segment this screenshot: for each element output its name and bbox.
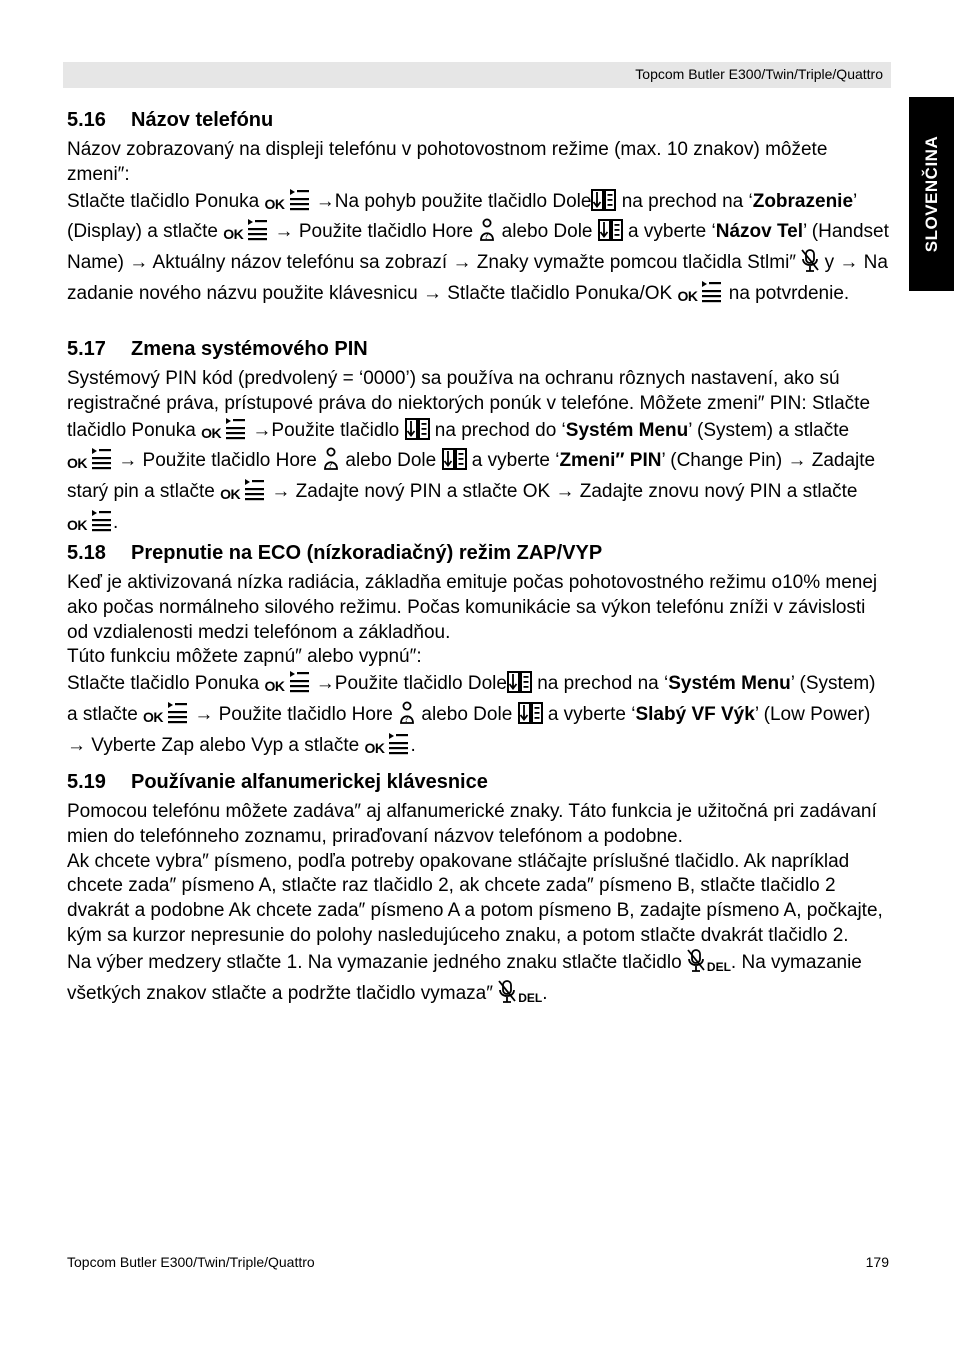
text-run: → Použite tlačidlo Hore xyxy=(113,450,323,472)
text-run: alebo Dole xyxy=(496,221,598,243)
footer-title: Topcom Butler E300/Twin/Triple/Quattro xyxy=(67,1254,315,1270)
down-key-icon xyxy=(591,189,616,219)
section-body xyxy=(67,138,889,311)
paragraph: Keď je aktivizovaná nízka radiácia, základňa emituje počas pohotovostného režimu o10% menej ako počas normálneho silového režimu. Počas komunikácie sa výkon telefónu zníži v závislosti od vzdialenosti medzi telefónom a základňou. xyxy=(67,572,878,643)
ok-menu-icon xyxy=(223,218,269,249)
paragraph: Názov zobrazovaný na displeji telefónu v pohotovostnom režime (max. 10 znakov) môžete zmeni″: xyxy=(67,139,828,185)
section-5-17 xyxy=(67,337,889,540)
text-run: alebo Dole xyxy=(416,703,518,725)
text-run: →Použite tlačidlo xyxy=(247,419,405,441)
bold-term: Zobrazenie xyxy=(752,190,854,212)
paragraph: Pomocou telefónu môžete zadáva″ aj alfanumerické znaky. Táto funkcia je užitočná pri zadávaní mien do telefónneho zoznamu, priraďovaní názvov telefónom a podobne. xyxy=(67,801,877,847)
down-key-icon xyxy=(518,702,543,732)
ok-menu-icon xyxy=(364,732,410,763)
paragraph: Túto funkciu môžete zapnú″ alebo vypnú″: xyxy=(67,646,422,668)
bold-term: Systém Menu xyxy=(565,419,689,441)
bold-term: Systém Menu xyxy=(668,673,791,695)
section-number: 5.18 xyxy=(67,542,106,564)
section-number: 5.17 xyxy=(67,338,106,360)
section-5-19 xyxy=(67,770,889,1010)
section-5-16 xyxy=(67,108,889,311)
ok-menu-icon xyxy=(67,447,113,478)
section-number: 5.16 xyxy=(67,109,106,131)
up-key-icon xyxy=(322,447,340,478)
ok-label: OK xyxy=(264,195,285,212)
mute-key-icon xyxy=(801,249,819,280)
mute-del-key-icon xyxy=(687,949,731,980)
ok-menu-icon xyxy=(265,188,311,219)
text-run: Systémový PIN kód (predvolený = ‘0000’) sa používa na ochranu rôznych nastavení, ako sú registračné práva, prístupové práva do niektorých ponúk v telefóne. Môžete zmeni″ PIN: Stlačte tlačidlo Ponuka xyxy=(67,368,871,441)
section-title: Používanie alfanumerickej klávesnice xyxy=(131,771,488,793)
bold-term: Názov Tel xyxy=(715,221,803,243)
up-key-icon xyxy=(478,218,496,249)
del-label: DEL xyxy=(706,959,731,974)
ok-menu-icon xyxy=(143,701,189,732)
section-title: Zmena systémového PIN xyxy=(131,338,368,360)
ok-label: OK xyxy=(364,739,385,756)
ok-menu-icon xyxy=(201,417,247,448)
section-body xyxy=(67,367,889,540)
paragraph: Ak chcete vybra″ písmeno, podľa potreby opakovane stláčajte príslušné tlačidlo. Ak napríklad chcete zada″ písmeno A, stlačte raz tlačidlo 2, ak chcete zada″ písmeno B, stlačte tlačidlo 2 dvakrát a podobne Ak chcete zada″ písmeno A a potom písmeno B, zadajte písmeno A, počkajte, kým sa kurzor nepresunie do polohy nasledujúceho znaku, a potom stlačte dvakrát tlačidlo 2. xyxy=(67,850,883,946)
text-run: y → Na zadanie nového názvu použite klávesnicu → Stlačte tlačidlo Ponuka/OK xyxy=(67,252,888,304)
text-run: na prechod do ‘ xyxy=(429,419,566,441)
text-run: →Použite tlačidlo Dole xyxy=(310,673,507,695)
text-run: a vyberte ‘ xyxy=(542,703,636,725)
ok-menu-icon xyxy=(265,670,311,701)
section-heading xyxy=(67,337,889,361)
page-number: 179 xyxy=(865,1254,889,1270)
section-heading xyxy=(67,541,889,565)
text-run: Na výber medzery stlačte 1. Na vymazanie jedného znaku stlačte tlačidlo xyxy=(67,951,687,973)
text-run: na prechod na ‘ xyxy=(531,673,669,695)
ok-label: OK xyxy=(143,708,164,725)
ok-menu-icon xyxy=(67,509,113,540)
text-run: alebo Dole xyxy=(340,450,442,472)
ok-label: OK xyxy=(201,424,222,441)
text-run: a vyberte ‘ xyxy=(466,450,560,472)
text-run: Stlačte tlačidlo Ponuka xyxy=(67,190,265,212)
ok-menu-icon xyxy=(677,280,723,311)
down-key-icon xyxy=(598,219,623,249)
text-run: . xyxy=(410,734,416,756)
section-number: 5.19 xyxy=(67,771,106,793)
text-run: a vyberte ‘ xyxy=(622,221,716,243)
ok-label: OK xyxy=(677,287,698,304)
section-body xyxy=(67,800,889,1010)
header-bar xyxy=(63,62,891,88)
language-tab-label: SLOVENČINA xyxy=(921,135,941,253)
section-title: Názov telefónu xyxy=(131,109,274,131)
section-title: Prepnutie na ECO (nízkoradiačný) režim ZAP/VYP xyxy=(131,542,603,564)
text-run: ’ (Display) a stlačte xyxy=(67,190,857,243)
down-key-icon xyxy=(442,448,467,478)
section-body xyxy=(67,571,889,763)
paragraph xyxy=(67,188,889,311)
text-run: ’ (Handset Name) → Aktuálny názov telefónu sa zobrazí → Znaky vymažte pomcou tlačidla Stlmi″ xyxy=(67,221,889,274)
text-run: Stlačte tlačidlo Ponuka xyxy=(67,673,265,695)
text-run: ’ (System) a stlačte xyxy=(688,419,850,441)
ok-label: OK xyxy=(67,455,87,472)
text-run: na prechod na ‘ xyxy=(616,190,753,212)
ok-label: OK xyxy=(223,226,244,243)
text-run: → Použite tlačidlo Hore xyxy=(189,703,399,725)
text-run: ’ (Low Power) → Vyberte Zap alebo Vyp a stlačte xyxy=(67,703,871,756)
header-title: Topcom Butler E300/Twin/Triple/Quattro xyxy=(635,66,883,82)
text-run: . Na vymazanie všetkých znakov stlačte a podržte tlačidlo vymaza″ xyxy=(67,951,862,1004)
text-run: . xyxy=(113,511,119,533)
text-run: → Zadajte nový PIN a stlačte OK → Zadajte znovu nový PIN a stlačte xyxy=(266,481,858,503)
text-run: . xyxy=(542,982,548,1004)
text-run: ’ (Change Pin) → Zadajte starý pin a stlačte xyxy=(67,450,876,503)
bold-term: Slabý VF Výk xyxy=(635,703,755,725)
text-run: na potvrdenie. xyxy=(723,282,850,304)
paragraph xyxy=(67,949,889,1011)
paragraph xyxy=(67,670,889,762)
del-label: DEL xyxy=(518,990,543,1005)
up-key-icon xyxy=(398,701,416,732)
bold-term: Zmeni″ PIN xyxy=(559,450,662,472)
ok-label: OK xyxy=(264,678,285,695)
ok-label: OK xyxy=(220,486,241,503)
section-5-18 xyxy=(67,541,889,763)
ok-label: OK xyxy=(67,516,87,533)
text-run: → Použite tlačidlo Hore xyxy=(269,221,479,243)
text-run: ’ (System) a stlačte xyxy=(67,673,876,725)
ok-menu-icon xyxy=(220,478,266,509)
page-footer xyxy=(67,1254,889,1270)
mute-del-key-icon xyxy=(498,980,542,1011)
down-key-icon xyxy=(405,418,430,448)
paragraph xyxy=(67,367,889,540)
language-tab xyxy=(909,97,954,291)
section-heading xyxy=(67,108,889,132)
section-heading xyxy=(67,770,889,794)
text-run: →Na pohyb použite tlačidlo Dole xyxy=(310,190,592,212)
down-key-icon xyxy=(507,671,532,701)
